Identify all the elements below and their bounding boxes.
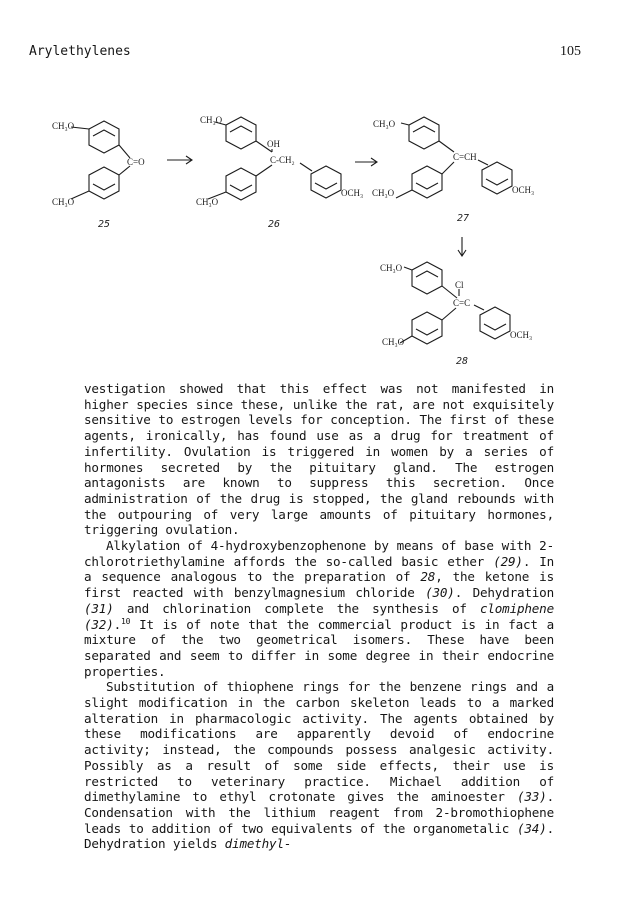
p2-text-h: It is of note that the commercial product is in fact a mixture of the two geometrical isomers. These have been separated and seem to differ in some degree in their endocrine properties. [84,616,554,679]
c27-methoxy-top: CH₃O [373,119,396,129]
footnote-ref-10: 10 [121,616,131,626]
c27-methoxy-right: OCH₃ [512,185,535,195]
page-number: 105 [560,44,581,59]
c25-carbonyl: C=O [127,157,145,167]
ref-30: (30) [425,585,455,601]
compound-label-27: 27 [457,213,470,224]
p2-text-b: . In a sequence analogous to the preparation of [84,553,555,585]
p2-text-c: , the ketone is first reacted with benzylmagnesium chloride [84,569,554,601]
c28-methoxy-bottom: CH₃O [382,337,405,347]
ref-33: (33) [516,789,547,805]
c28-methoxy-top: CH₃O [380,263,403,273]
c28-chloroalkene: C=C [453,298,471,308]
body-text [84,381,554,852]
p3-text-b: . Condensation with the lithium reagent from 2-bromothiophene leads to addition of two equivalents of the organometalic [84,789,554,836]
paragraph-clomiphene-synthesis [84,538,554,679]
term-dimethyl: dimethyl- [224,836,292,852]
c27-methoxy-bottom: CH₃O [372,188,395,198]
p3-text-a: Substitution of thiophene rings for the benzene rings and a slight modification in the carbon skeleton leads to a marked alteration in pharmacologic activity. The agents obtained by these modifications are apparently devoid of endocrine activity; instead, the compounds possess analgesic activity. Possibly as a result of some side effects, their use is restricted to veterinary practice. Michael addition of dimethylamine to ethyl crotonate gives the aminoester [84,679,554,805]
running-title: Arylethylenes [29,44,131,59]
paragraph-ovulation: vestigation showed that this effect was not manifested in higher species since these, unlike the rat, are not exquisitely sensitive to estrogen levels for conception. The first of these agents, ironically, has found use as a drug for treatment of infertility. Ovulation is triggered in women by a series of hormones secreted by the pituitary gland. The estrogen antagonists are known to suppress this secretion. Once administration of the drug is stopped, the gland rebounds with the outpouring of very large amounts of pituitary hormones, triggering ovulation. [84,381,554,538]
c26-methoxy-top: CH₃O [200,115,223,125]
p2-text-g: . [113,616,122,632]
reaction-scheme [0,0,629,380]
compound-25-structure [71,121,130,199]
compound-label-28: 28 [456,356,469,367]
ref-32: (32) [84,616,114,632]
ref-28: 28 [420,569,436,585]
c26-methoxy-bottom: CH₃O [196,197,219,207]
c25-methoxy-bottom: CH₃O [52,197,75,207]
c28-methoxy-right: OCH₃ [510,330,533,340]
paragraph-thiophene [84,679,554,852]
compound-label-26: 26 [268,219,281,230]
ref-34: (34) [516,820,547,836]
c26-carbinol: C-CH₂ [270,155,295,165]
c28-chloro: Cl [455,280,464,290]
p2-text-a: Alkylation of 4-hydroxybenzophenone by means of base with 2-chlorotriethylamine affords the so-called basic ether [84,538,554,569]
term-clomiphene: clomiphene [479,600,554,616]
p2-text-d: . Dehydration [454,585,554,601]
p2-text-e: and chlorination complete the synthesis of [113,600,480,616]
c27-alkene: C=CH [453,152,477,162]
compound-label-25: 25 [98,219,111,230]
ref-31: (31) [84,600,114,616]
c26-methoxy-right: OCH₃ [341,188,364,198]
c25-methoxy-top: CH₃O [52,121,75,131]
p3-text-c: . Dehydration yields [84,820,554,852]
ref-29: (29) [493,553,523,569]
c26-hydroxyl: OH [267,139,280,149]
